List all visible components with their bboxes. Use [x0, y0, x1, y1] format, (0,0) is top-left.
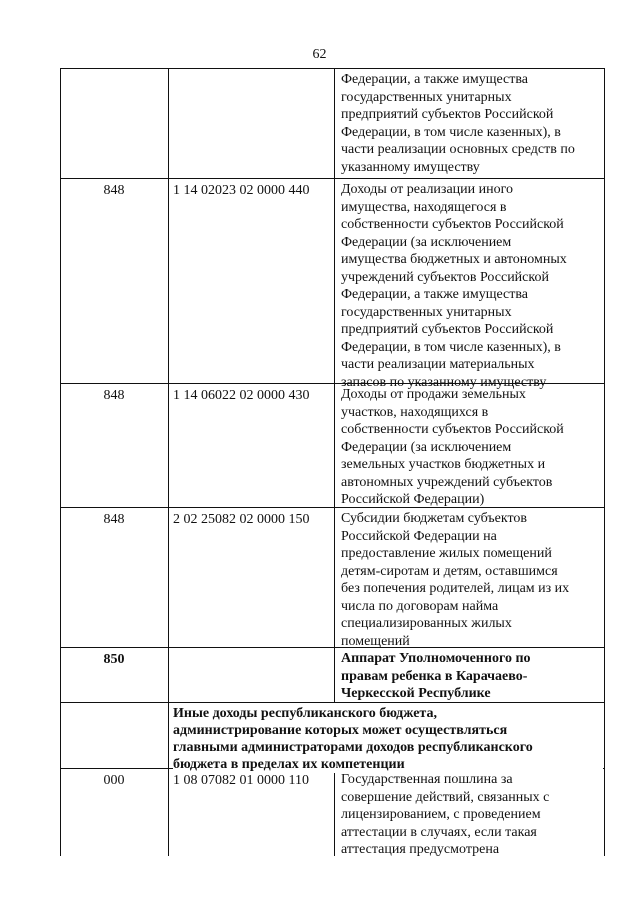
table-row	[60, 384, 605, 508]
table-row	[60, 68, 605, 179]
table-row	[60, 179, 605, 390]
description-cell: Доходы от продажи земельных участков, находящихся в собственности субъектов Российской Федерации (за исключением земельных участков бюджетных и автономных учреждений субъектов Российской Федерации)	[341, 387, 564, 507]
kbk-cell: 1 08 07082 01 0000 110	[173, 773, 309, 788]
table-row	[60, 508, 605, 648]
page-number: 62	[312, 47, 327, 62]
administrator-name-cell: Аппарат Уполномоченного по правам ребенка в Карачаево- Черкесской Республике	[341, 651, 531, 701]
admin-code-cell: 848	[103, 512, 125, 527]
admin-code-cell: 848	[103, 183, 125, 198]
description-cell: Федерации, а также имущества государственных унитарных предприятий субъектов Российской Федерации, в том числе казенных), в части реализации основных средств по указанному имуществу	[341, 72, 575, 175]
table-row	[60, 769, 605, 856]
admin-code-cell: 850	[103, 652, 125, 667]
section-heading: Иные доходы республиканского бюджета, администрирование которых может осуществляться главными администраторами доходов республиканского бюджета в пределах их компетенции	[173, 705, 603, 773]
description-cell: Доходы от реализации иного имущества, находящегося в собственности субъектов Российской Федерации (за исключением имущества бюджетных и автономных учреждений субъектов Российской Федерации, а также имущества государственных унитарных предприятий субъектов Российской Федерации, в том числе казенных), в части реализации материальных запасов по указанному имуществу	[341, 182, 567, 390]
kbk-cell: 1 14 06022 02 0000 430	[173, 388, 310, 403]
description-cell: Субсидии бюджетам субъектов Российской Федерации на предоставление жилых помещений детям-сиротам и детям, оставшимся без попечения родителей, лицам из их числа по договорам найма специализированных жилых помещений	[341, 511, 570, 649]
table-row	[60, 648, 605, 703]
kbk-cell: 2 02 25082 02 0000 150	[173, 512, 310, 527]
admin-code-cell: 848	[103, 388, 125, 403]
description-cell: Государственная пошлина за совершение действий, связанных с лицензированием, с проведением аттестации в случаях, если такая аттестация предусмотрена	[341, 772, 550, 857]
table-row	[60, 703, 605, 772]
kbk-cell: 1 14 02023 02 0000 440	[173, 183, 310, 198]
admin-code-cell: 000	[103, 773, 125, 788]
